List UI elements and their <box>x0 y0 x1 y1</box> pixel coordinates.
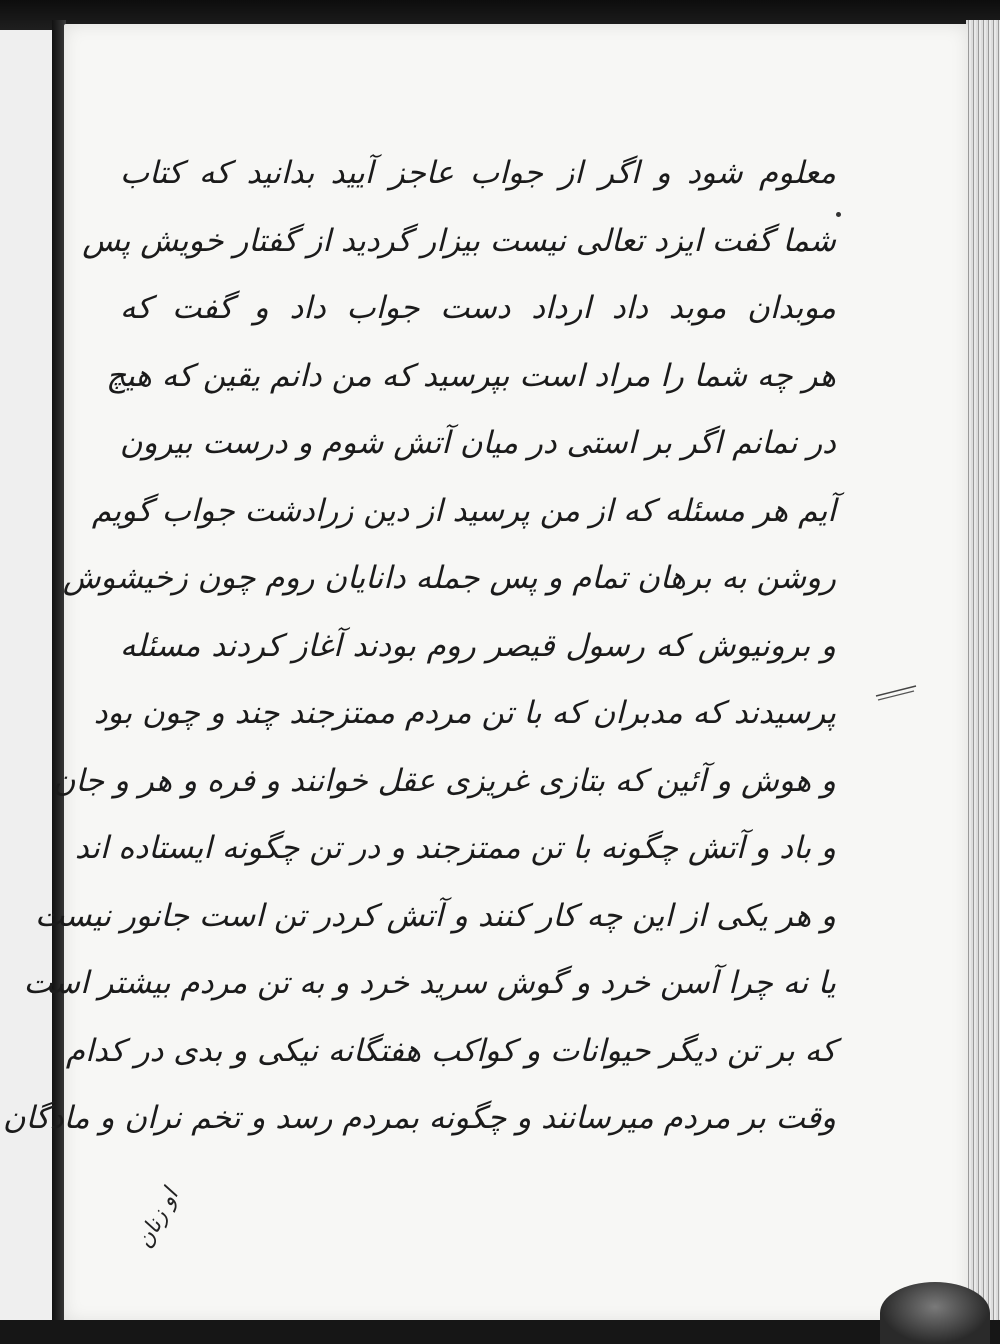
page-edges <box>966 20 1000 1330</box>
text-line-12: و هر یکی از این چه کار کنند و آتش کردر تن است جانور نیست <box>34 897 836 934</box>
text-line-11: و باد و آتش چگونه با تن ممتزجند و در تن چگونه ایستاده اند <box>74 830 836 866</box>
margin-pen-stroke <box>874 680 918 702</box>
text-line-8: و برونیوش که رسول قیصر روم بودند آغاز کردند مسئله <box>120 627 836 664</box>
manuscript-text <box>2 140 836 1153</box>
text-line-15: وقت بر مردم میرسانند و چگونه بمردم رسد و تخم نران و مادگان <box>2 1100 836 1136</box>
text-line-13: یا نه چرا آسن خرد و گوش سرید خرد و به تن مردم بیشتر است <box>23 965 836 1001</box>
text-line-7: روشن به برهان تمام و پس جمله دانایان روم چون زخیشوش <box>62 560 836 596</box>
bottom-shadow <box>0 1320 1000 1344</box>
thumb-holding-page <box>880 1282 990 1344</box>
text-line-5: در نمانم اگر بر استی در میان آتش شوم و درست بیرون <box>119 425 836 461</box>
text-line-10: و هوش و آئین که بتازی غریزی عقل خوانند و فره و هر و جان <box>52 762 836 799</box>
text-line-2: شما گفت ایزد تعالی نیست بیزار گردید از گفتار خویش پس <box>82 222 836 259</box>
ink-dot <box>836 212 841 217</box>
text-line-3: موبدان موبد داد ارداد دست جواب داد و گفت که <box>120 290 836 326</box>
catchword: او زنان <box>132 1184 184 1253</box>
text-line-6: آیم هر مسئله که از من پرسید از دین زرادشت جواب گویم <box>91 492 836 529</box>
text-line-9: پرسیدند که مدبران که با تن مردم ممتزجند چند و چون بود <box>93 695 836 731</box>
text-line-1: معلوم شود و اگر از جواب عاجز آیید بدانید که کتاب <box>120 155 836 191</box>
text-line-4: هر چه شما را مراد است بپرسید که من دانم یقین که هیچ <box>106 357 836 394</box>
text-line-14: که بر تن دیگر حیوانات و کواکب هفتگانه نیکی و بدی در کدام <box>65 1032 836 1069</box>
